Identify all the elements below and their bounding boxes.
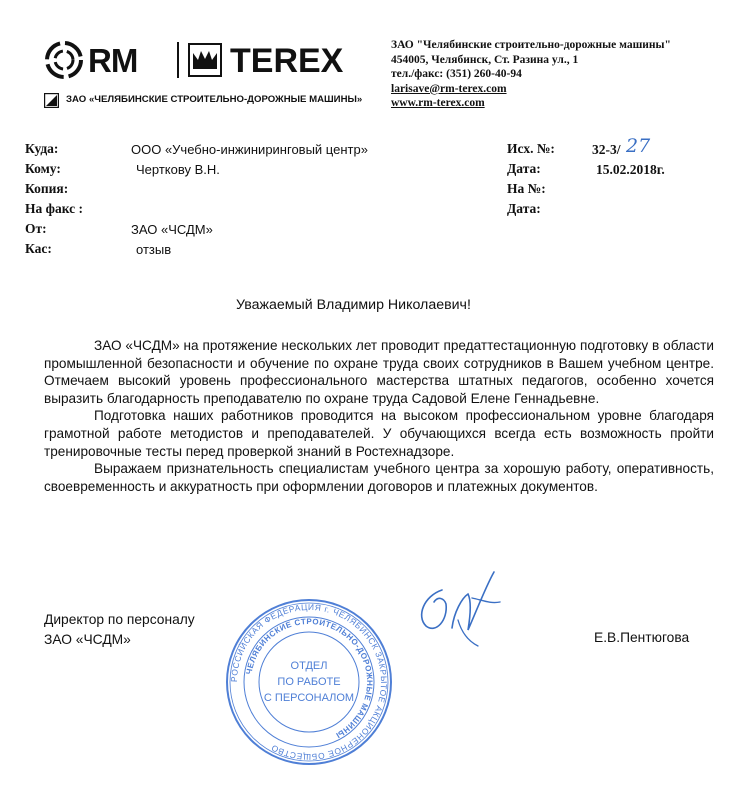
out-number-label: Исх. №:: [507, 141, 555, 156]
letter-body: [44, 337, 714, 495]
terex-crown-icon: [188, 43, 222, 77]
signoff-name: Е.В.Пентюгова: [594, 630, 690, 645]
terex-logo: [188, 40, 363, 80]
contact-address: 454005, Челябинск, Ст. Разина ул., 1: [391, 53, 579, 66]
contact-company: ЗАО "Челябинские строительно-дорожные машины": [391, 39, 671, 51]
company-line: [44, 92, 374, 110]
greeting: Уважаемый Владимир Николаевич!: [236, 297, 471, 313]
rm-logo: [44, 38, 169, 82]
date-value: 15.02.2018г.: [596, 162, 665, 177]
subject-label: Кас:: [25, 241, 52, 256]
contact-phone: тел./факс: (351) 260-40-94: [391, 68, 522, 81]
terex-logo-text: TEREX: [230, 42, 344, 80]
out-number-handwritten: 27: [626, 135, 651, 157]
attn-label: Кому:: [25, 161, 61, 176]
contact-website-link[interactable]: www.rm-terex.com: [391, 97, 485, 110]
signoff-block: [44, 610, 195, 650]
company-mark-icon: [44, 93, 59, 108]
stamp-center-line-2: ПО РАБОТЕ: [277, 676, 341, 688]
date-label: Дата:: [507, 161, 541, 176]
from-value: ЗАО «ЧСДМ»: [131, 222, 213, 237]
company-line-text: ЗАО «ЧЕЛЯБИНСКИЕ СТРОИТЕЛЬНО-ДОРОЖНЫЕ МАШИНЫ»: [66, 94, 363, 105]
rm-logo-text: RM: [88, 42, 138, 79]
in-number-label: На №:: [507, 181, 546, 196]
stamp-center-line-1: ОТДЕЛ: [290, 660, 328, 672]
header-contacts: [391, 38, 731, 111]
date2-label: Дата:: [507, 201, 541, 216]
stamp-outer-text: РОССИЙСКАЯ ФЕДЕРАЦИЯ г. ЧЕЛЯБИНСК ЗАКРЫТОЕ АКЦИОНЕРНОЕ ОБЩЕСТВО: [228, 601, 390, 763]
attn-value: Черткову В.Н.: [136, 162, 220, 177]
to-label: Куда:: [25, 141, 59, 156]
handwritten-signature: [412, 568, 507, 650]
fax-label: На факс :: [25, 201, 84, 216]
copy-label: Копия:: [25, 181, 69, 196]
contact-email-link[interactable]: larisave@rm-terex.com: [391, 82, 507, 95]
to-value: ООО «Учебно-инжиниринговый центр»: [131, 142, 368, 157]
subject-value: отзыв: [136, 242, 172, 257]
paragraph-1: ЗАО «ЧСДМ» на протяжение нескольких лет проводит предаттестационную подготовку в области промышленной безопасности и обучение по охране труда своих сотрудников в Вашем учебном центре. Отмечаем высокий уровень профессионального мастерства штатных педагогов, особенно хочется выразить благодарность преподавателю по охране труда Садовой Елене Геннадьевне.: [44, 338, 714, 406]
stamp-center-line-3: С ПЕРСОНАЛОМ: [263, 692, 355, 704]
signoff-position: Директор по персоналу: [44, 612, 195, 627]
official-stamp: [224, 597, 394, 767]
stamp-inner-text: ЧЕЛЯБИНСКИЕ СТРОИТЕЛЬНО-ДОРОЖНЫЕ МАШИНЫ: [244, 616, 375, 741]
paragraph-3: Выражаем признательность специалистам учебного центра за хорошую работу, оперативность, своевременность и аккуратность при оформлении договоров и платежных документов.: [44, 461, 714, 494]
paragraph-2: Подготовка наших работников проводится на высоком профессиональном уровне благодаря грамотной работе методистов и преподавателей. У обучающихся всегда есть возможность пройти тренировочные тесты перед проверкой знаний в Ростехнадзоре.: [44, 408, 714, 459]
signoff-company: ЗАО «ЧСДМ»: [44, 632, 131, 647]
logo-divider: [177, 42, 179, 78]
out-number-value: 32-3/: [592, 142, 621, 157]
from-label: От:: [25, 221, 47, 236]
rm-ring-icon: [44, 40, 84, 80]
